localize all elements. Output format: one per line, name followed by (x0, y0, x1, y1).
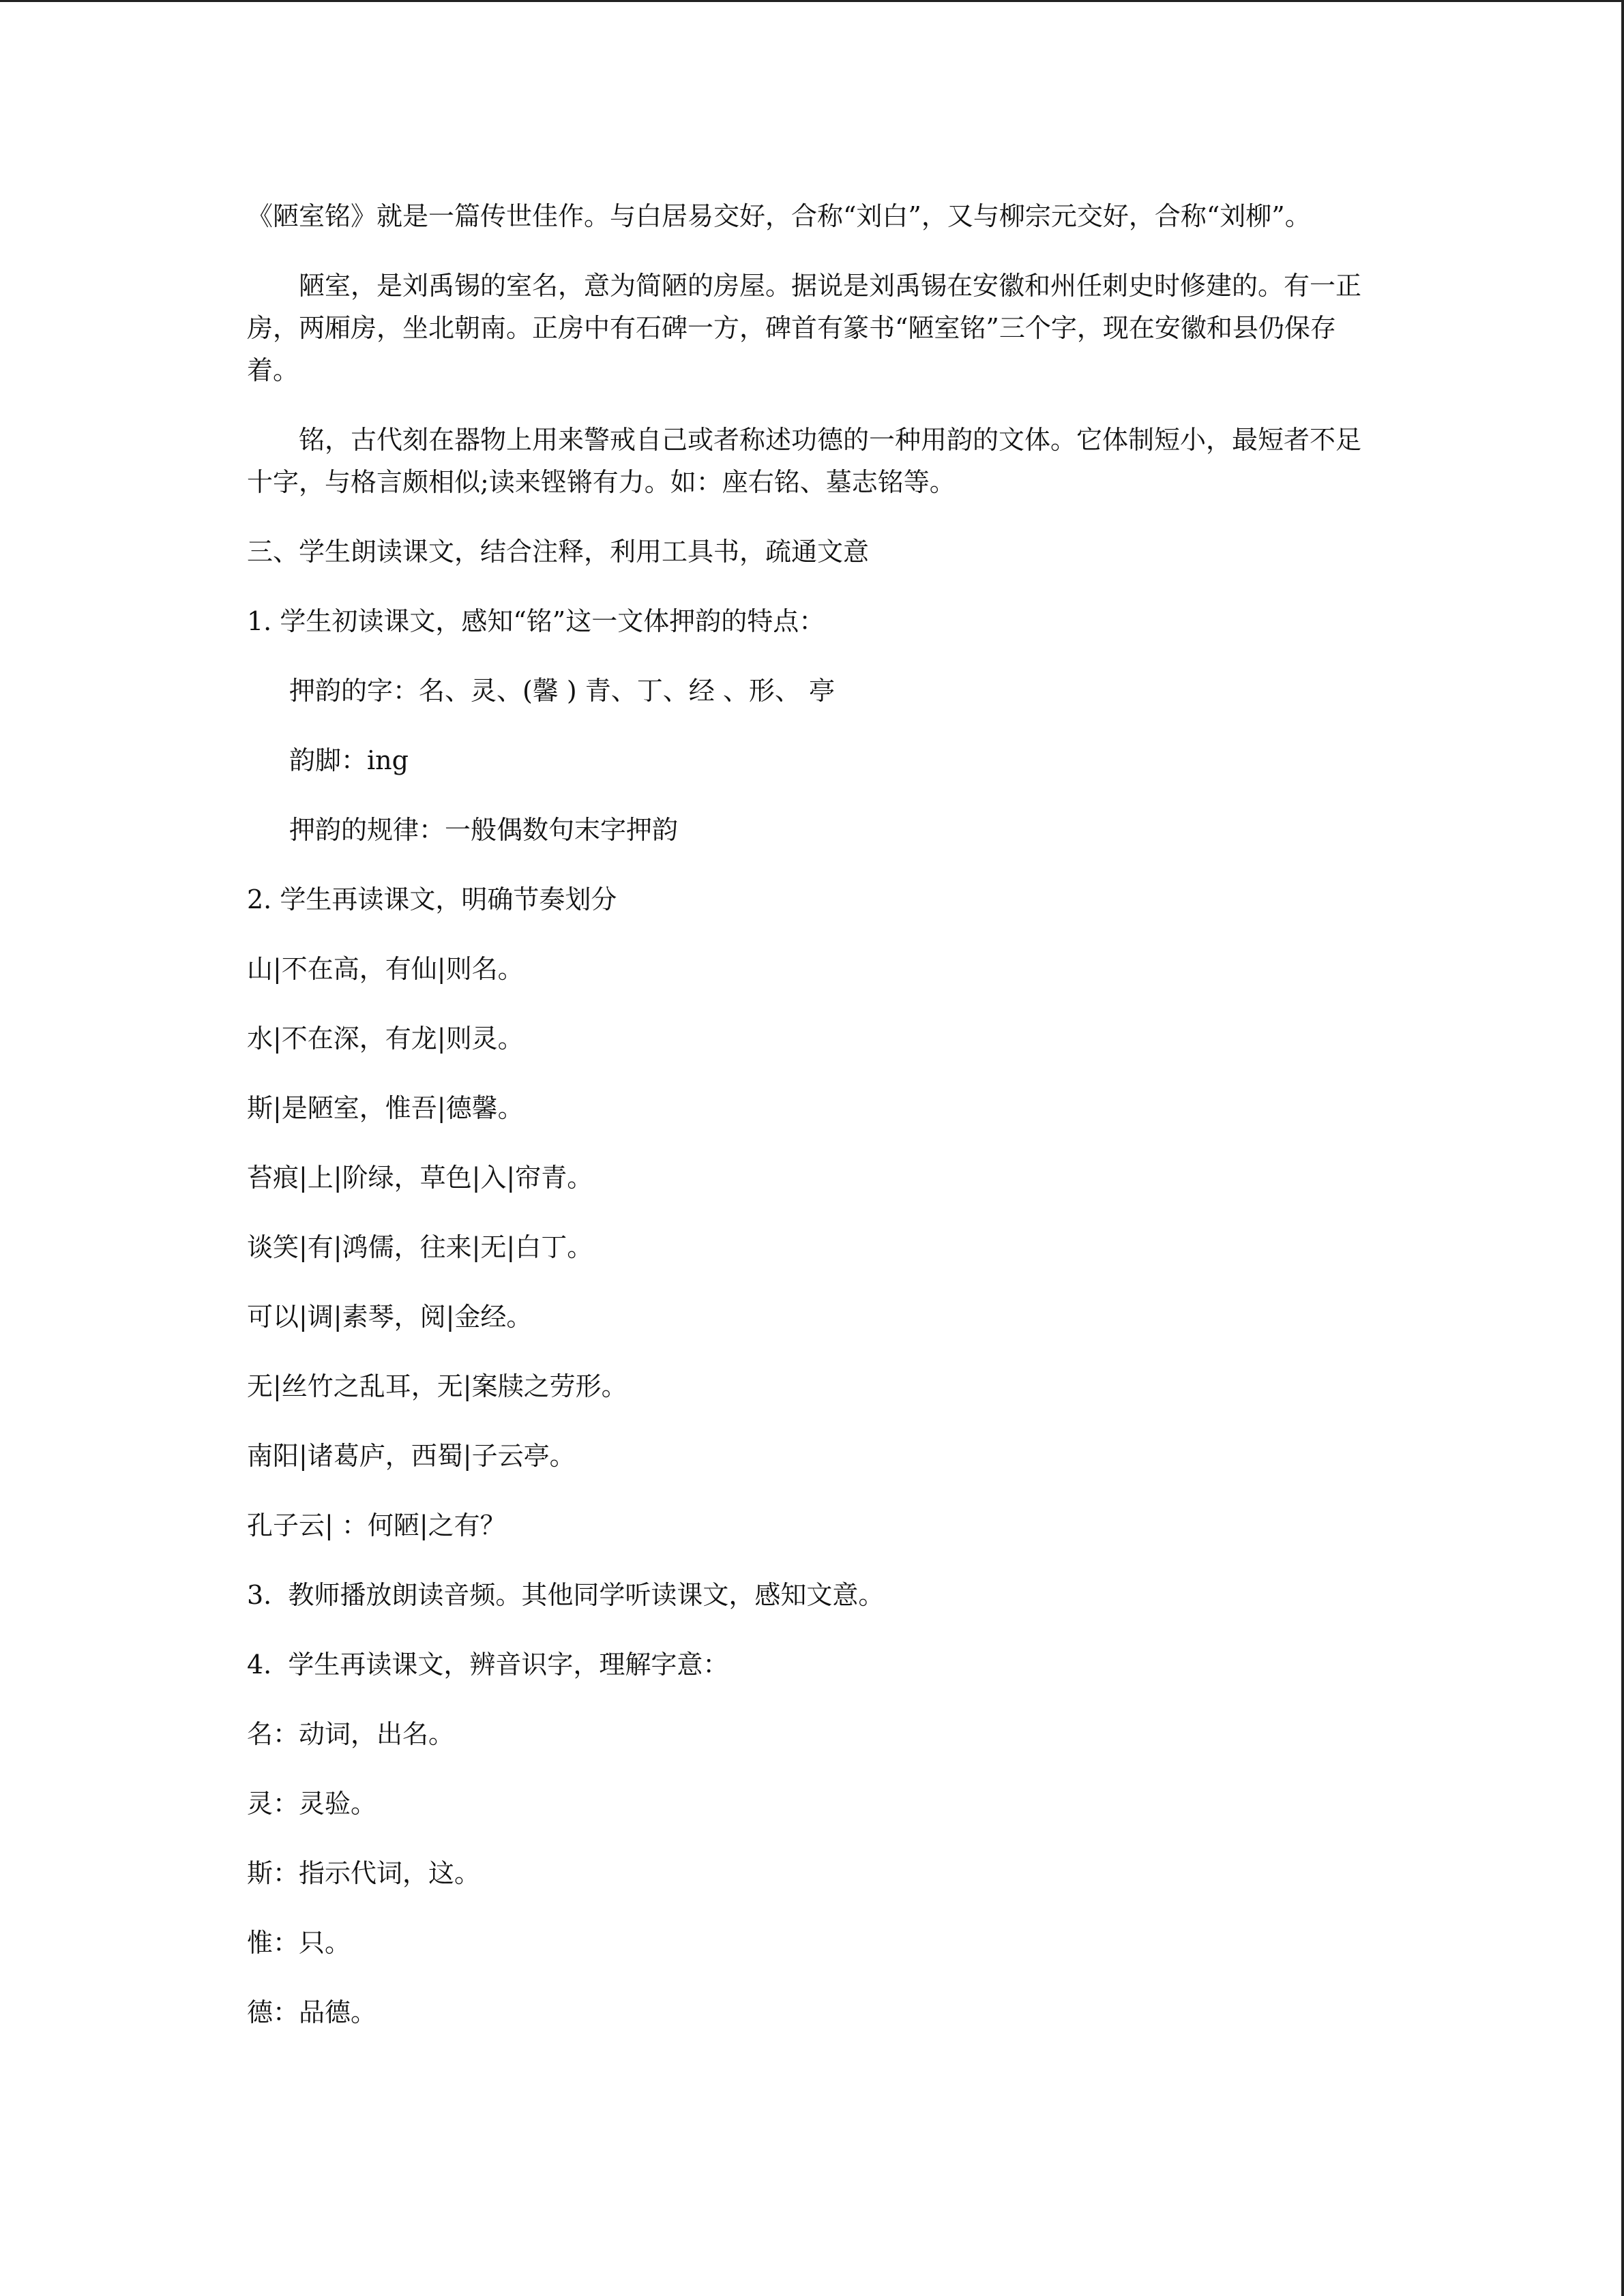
paragraph-intro: 《陋室铭》就是一篇传世佳作。与白居易交好，合称“刘白”，又与柳宗元交好，合称“刘柳”。 (247, 201, 1311, 231)
rhythm-line: 无|丝竹之乱耳，无|案牍之劳形。 (247, 1371, 628, 1401)
page-border-top (0, 0, 1624, 2)
rhythm-line: 谈笑|有|鸿儒，往来|无|白丁。 (247, 1232, 593, 1262)
step-2: 2. 学生再读课文，明确节奏划分 (247, 884, 617, 914)
step-3: 3. 教师播放朗读音频。其他同学听读课文，感知文意。 (247, 1580, 885, 1610)
glossary-item: 惟：只。 (247, 1928, 351, 1958)
rhythm-line: 孔子云| ：何陋|之有？ (247, 1510, 506, 1540)
paragraph-lou-shi: 陋室，是刘禹锡的室名，意为简陋的房屋。据说是刘禹锡在安徽和州任刺史时修建的。有一正房，两厢房，坐北朝南。正房中有石碑一方，碑首有篆书“陋室铭”三个字，现在安徽和县仍保存着。 (247, 271, 1362, 385)
rhyme-words: 押韵的字：名、灵、(馨 ) 青、丁、经 、形、 亭 (289, 676, 835, 706)
page-border-right (1621, 0, 1624, 2296)
glossary-item: 斯：指示代词，这。 (247, 1858, 481, 1888)
step-4: 4. 学生再读课文，辨音识字，理解字意： (247, 1650, 729, 1680)
glossary-item: 灵：灵验。 (247, 1789, 377, 1819)
rhythm-line: 山|不在高，有仙|则名。 (247, 954, 524, 984)
glossary-item: 德：品德。 (247, 1997, 377, 2027)
glossary-item: 名：动词，出名。 (247, 1719, 455, 1749)
rhythm-line: 斯|是陋室，惟吾|德馨。 (247, 1093, 524, 1123)
rhyme-foot: 韵脚：ing (289, 745, 409, 775)
rhythm-line: 可以|调|素琴，阅|金经。 (247, 1302, 533, 1332)
document-body (247, 195, 1379, 2061)
step-1: 1. 学生初读课文，感知“铭”这一文体押韵的特点： (247, 606, 825, 636)
rhythm-line: 苔痕|上|阶绿，草色|入|帘青。 (247, 1163, 593, 1193)
section-heading: 三、学生朗读课文，结合注释，利用工具书，疏通文意 (247, 537, 870, 567)
rhyme-rule: 押韵的规律：一般偶数句末字押韵 (289, 815, 679, 845)
rhythm-line: 水|不在深，有龙|则灵。 (247, 1024, 524, 1054)
rhythm-line: 南阳|诸葛庐，西蜀|子云亭。 (247, 1441, 576, 1471)
paragraph-ming: 铭，古代刻在器物上用来警戒自己或者称述功德的一种用韵的文体。它体制短小，最短者不足十字，与格言颇相似;读来铿锵有力。如：座右铭、墓志铭等。 (247, 425, 1362, 497)
